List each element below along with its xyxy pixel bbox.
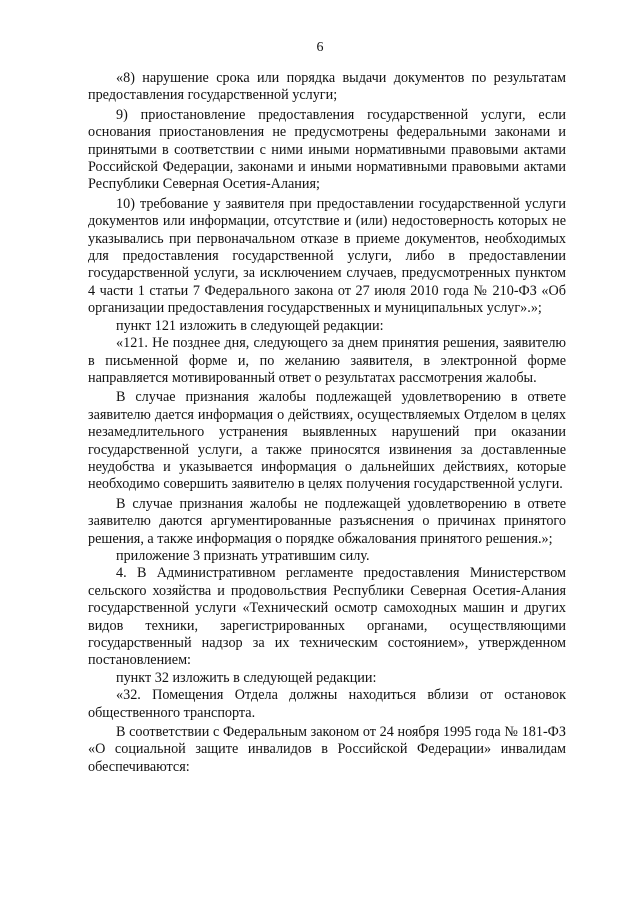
paragraph-appendix-3: приложение 3 признать утратившим силу.: [116, 547, 370, 564]
paragraph-point-121: «121. Не позднее дня, следующего за днем принятия решения, заявителю в письменной форме и, по желанию заявителя, в электронной форме направляется мотивированный ответ о результатах рассмотрения жалобы.: [88, 335, 566, 386]
document-body: [88, 70, 566, 776]
paragraph-federal-law-181: В соответствии с Федеральным законом от 24 ноября 1995 года № 181-ФЗ «О социальной защите инвалидов в Российской Федерации» инвалидам обеспечиваются:: [88, 724, 566, 775]
paragraph-complaint-rejected: В случае признания жалобы не подлежащей удовлетворению в ответе заявителю даются аргументированные разъяснения о причинах принятого решения, а также информация о порядке обжалования принятого решения.»;: [88, 495, 566, 547]
paragraph-complaint-satisfied: В случае признания жалобы подлежащей удовлетворению в ответе заявителю дается информация о действиях, осуществляемых Отделом в целях незамедлительного устранения выявленных нарушений при оказании государственной услуги, а также приносятся извинения за доставленные неудобства и указывается информация о дальнейших действиях, которые необходимо совершить заявителю в целях получения государственной услуги.: [88, 389, 566, 493]
paragraph-item-8: «8) нарушение срока или порядка выдачи документов по результатам предоставления государственной услуги;: [88, 70, 566, 104]
paragraph-point-32: «32. Помещения Отдела должны находиться вблизи от остановок общественного транспорта.: [88, 687, 566, 721]
paragraph-point-121-intro: пункт 121 изложить в следующей редакции:: [116, 317, 384, 334]
paragraph-section-4: 4. В Административном регламенте предоставления Министерством сельского хозяйства и продовольствия Республики Северная Осетия-Алания государственной услуги «Технический осмотр самоходных машин и других видов техники, зарегистрированных органами, осуществляющими государственный надзор за их техническим состоянием», утвержденном постановлением:: [88, 565, 566, 669]
paragraph-item-10: 10) требование у заявителя при предоставлении государственной услуги документов или информации, отсутствие и (или) недостоверность которых не указывались при первоначальном отказе в приеме документов, необходимых для предоставления государственной услуги, либо в предоставлении государственной услуги, за исключением случаев, предусмотренных пунктом 4 части 1 статьи 7 Федерального закона от 27 июля 2010 года № 210-ФЗ «Об организации предоставления государственных и муниципальных услуг».»;: [88, 195, 566, 317]
paragraph-item-9: 9) приостановление предоставления государственной услуги, если основания приостановления не предусмотрены федеральными законами и принятыми в соответствии с ними иными нормативными правовыми актами Российской Федерации, законами и иными нормативными правовыми актами Республики Северная Осетия-Алания;: [88, 106, 566, 193]
paragraph-point-32-intro: пункт 32 изложить в следующей редакции:: [116, 669, 377, 686]
page-number: 6: [316, 40, 324, 55]
